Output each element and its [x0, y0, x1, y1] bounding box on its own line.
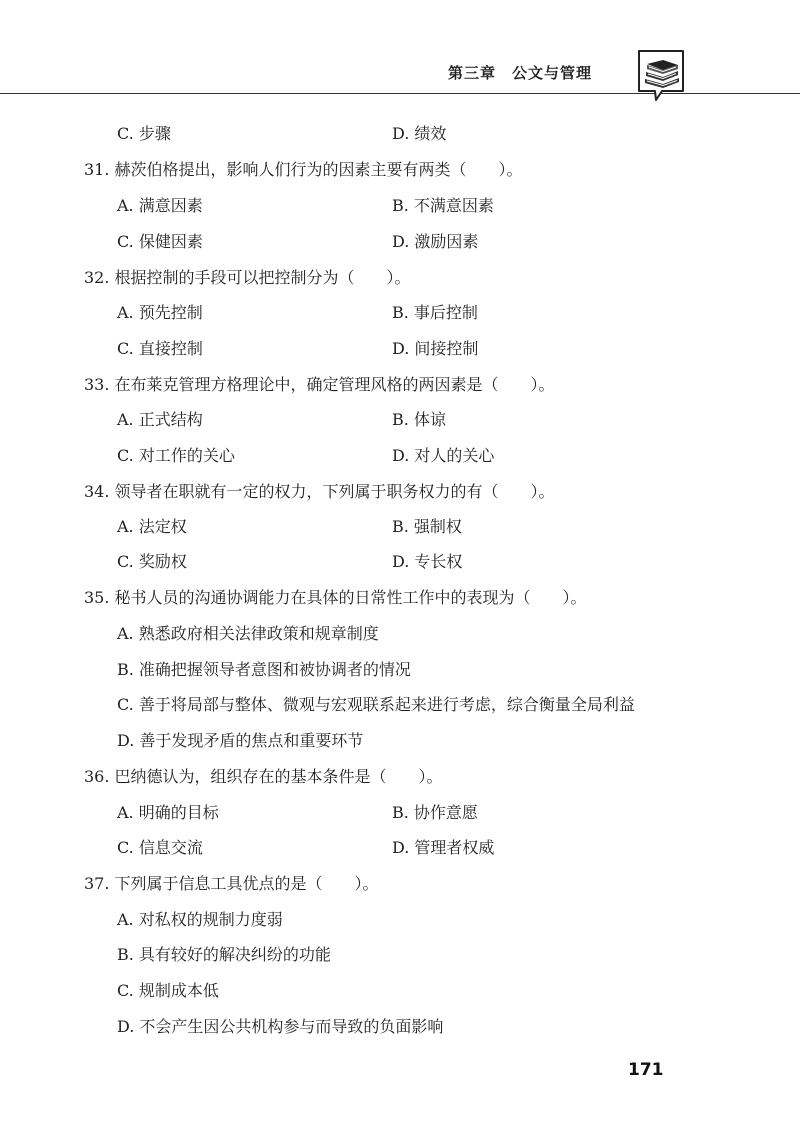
question-31: 31. 赫茨伯格提出，影响人们行为的因素主要有两类（ ）。: [84, 160, 523, 179]
page-number: 171: [628, 1060, 664, 1080]
question-32: 32. 根据控制的手段可以把控制分为（ ）。: [84, 268, 411, 287]
option-35d: D. 善于发现矛盾的焦点和重要环节: [117, 731, 364, 750]
option-34a: A. 法定权: [117, 517, 187, 536]
option-33c: C. 对工作的关心: [117, 446, 235, 465]
option-37c: C. 规制成本低: [117, 981, 219, 1000]
option-36a: A. 明确的目标: [117, 803, 219, 822]
option-31c: C. 保健因素: [117, 232, 203, 251]
option-30d: D. 绩效: [392, 124, 447, 143]
option-34b: B. 强制权: [392, 517, 462, 536]
option-37d: D. 不会产生因公共机构参与而导致的负面影响: [117, 1017, 444, 1036]
option-31a: A. 满意因素: [117, 196, 203, 215]
chapter-title: 第三章 公文与管理: [448, 64, 593, 82]
option-35c: C. 善于将局部与整体、微观与宏观联系起来进行考虑，综合衡量全局利益: [117, 695, 635, 714]
option-37b: B. 具有较好的解决纠纷的功能: [117, 945, 331, 964]
option-36d: D. 管理者权威: [392, 838, 495, 857]
option-35b: B. 准确把握领导者意图和被协调者的情况: [117, 660, 411, 679]
option-32c: C. 直接控制: [117, 339, 203, 358]
question-35: 35. 秘书人员的沟通协调能力在具体的日常性工作中的表现为（ ）。: [84, 588, 587, 607]
question-37: 37. 下列属于信息工具优点的是（ ）。: [84, 874, 379, 893]
option-32a: A. 预先控制: [117, 303, 203, 322]
book-stack-icon: [636, 48, 686, 102]
question-36: 36. 巴纳德认为，组织存在的基本条件是（ ）。: [84, 767, 443, 786]
option-31d: D. 激励因素: [392, 232, 479, 251]
option-36b: B. 协作意愿: [392, 803, 478, 822]
option-33b: B. 体谅: [392, 410, 446, 429]
option-34c: C. 奖励权: [117, 552, 187, 571]
option-37a: A. 对私权的规制力度弱: [117, 910, 283, 929]
option-30c: C. 步骤: [117, 124, 171, 143]
option-31b: B. 不满意因素: [392, 196, 494, 215]
page-header: [0, 0, 800, 100]
option-33d: D. 对人的关心: [392, 446, 495, 465]
option-36c: C. 信息交流: [117, 838, 203, 857]
option-32d: D. 间接控制: [392, 339, 479, 358]
question-34: 34. 领导者在职就有一定的权力，下列属于职务权力的有（ ）。: [84, 482, 555, 501]
option-33a: A. 正式结构: [117, 410, 203, 429]
question-33: 33. 在布莱克管理方格理论中，确定管理风格的两因素是（ ）。: [84, 375, 555, 394]
option-35a: A. 熟悉政府相关法律政策和规章制度: [117, 624, 379, 643]
option-34d: D. 专长权: [392, 552, 463, 571]
option-32b: B. 事后控制: [392, 303, 478, 322]
